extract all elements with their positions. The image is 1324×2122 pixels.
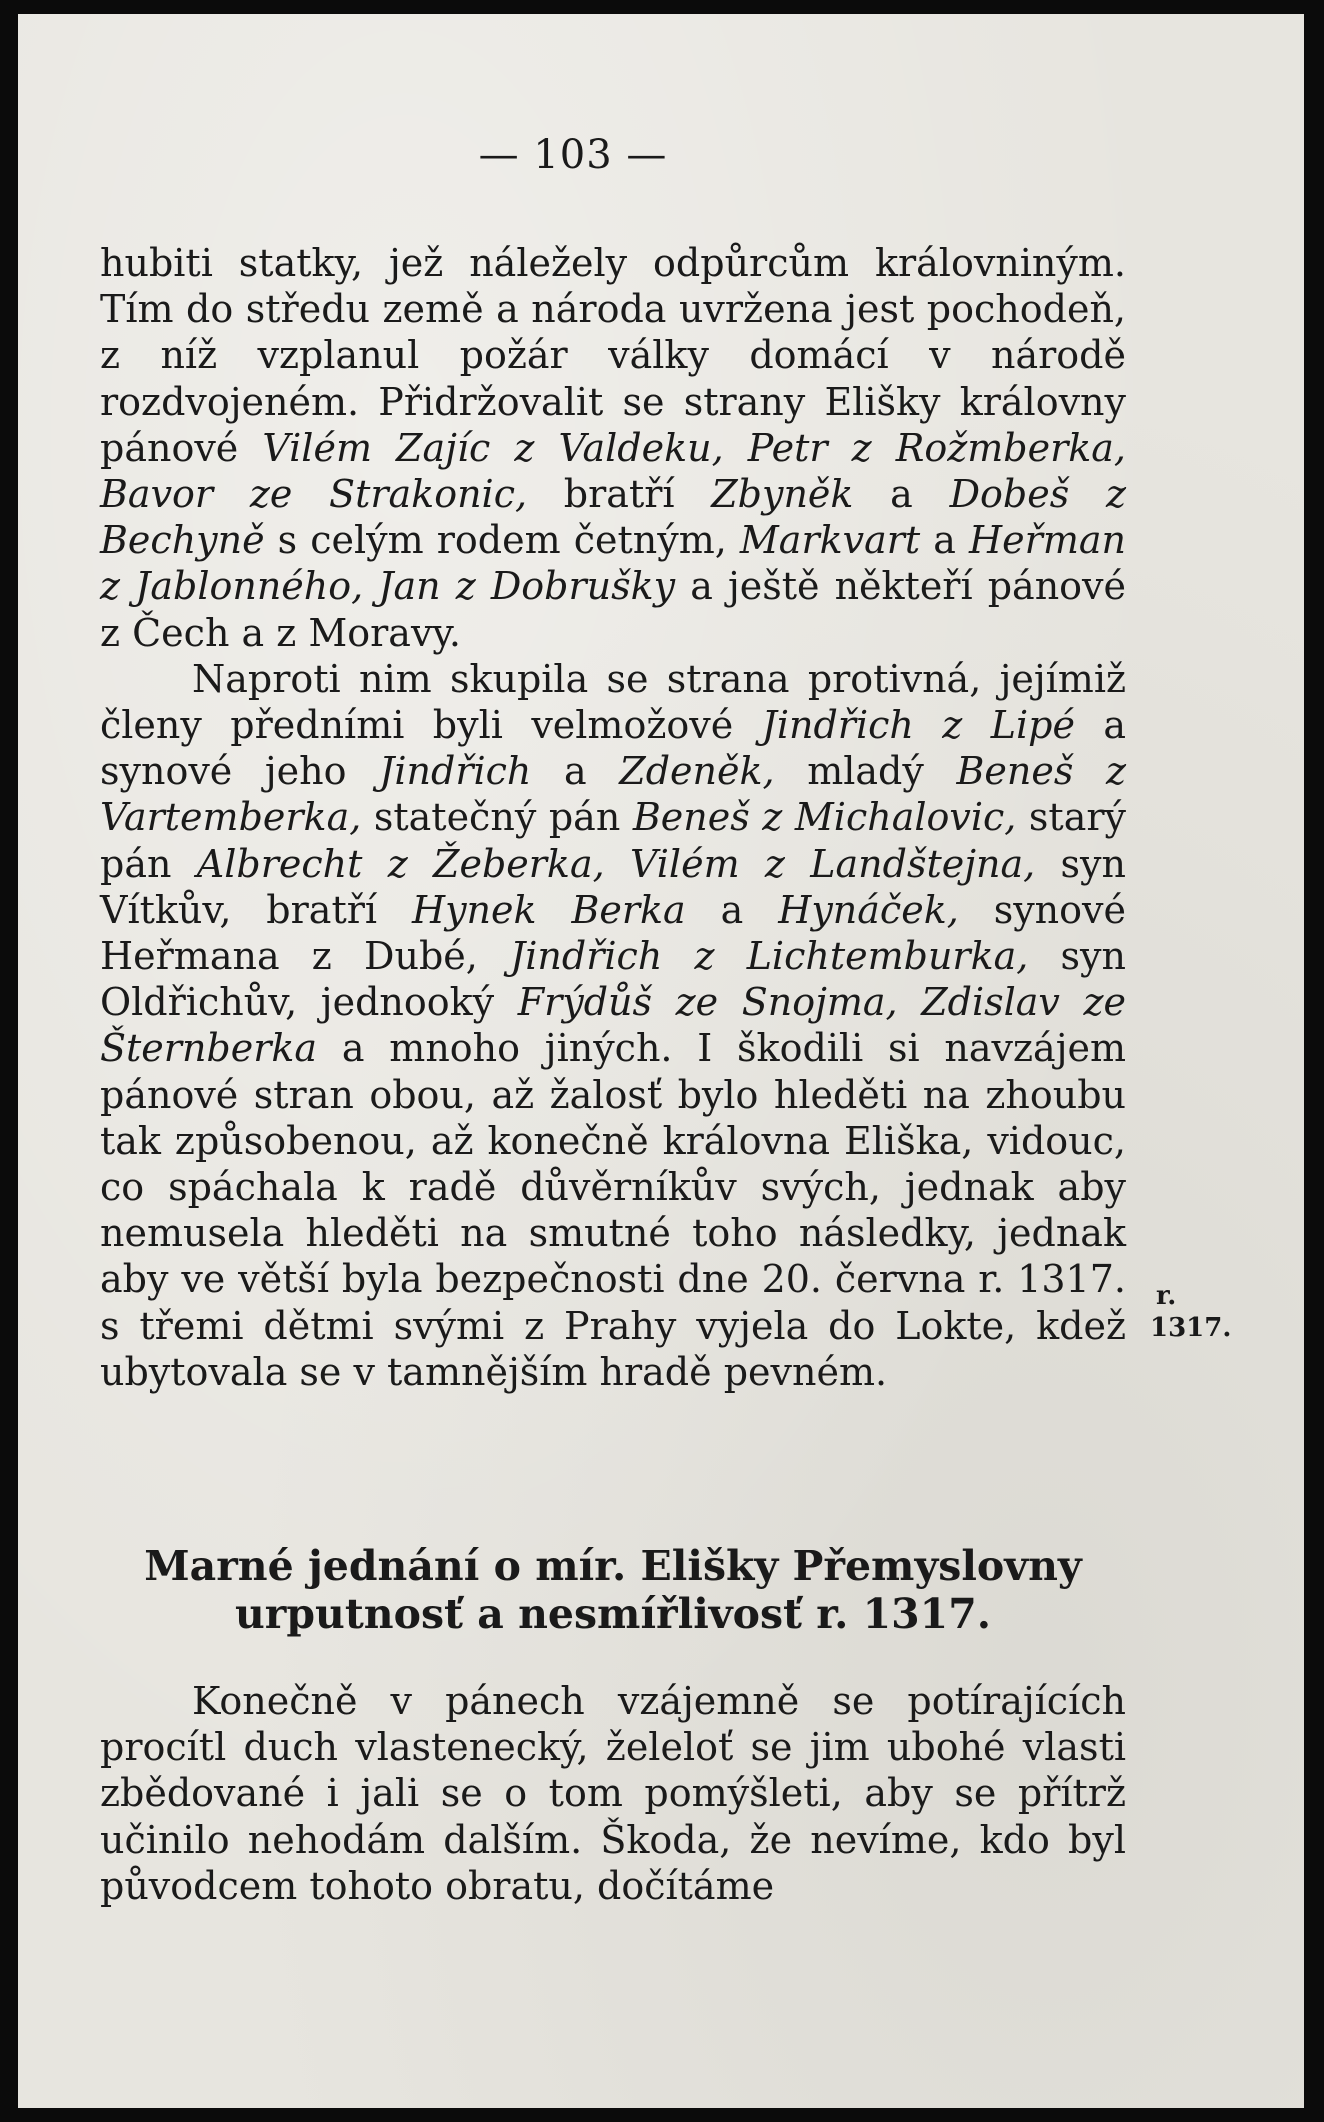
text-run: statečný pán	[361, 795, 633, 840]
person-name-italic: Zdeněk,	[619, 749, 775, 794]
body-text-section-2	[100, 1678, 1126, 1909]
text-run: Konečně v pánech vzájemně se potírajících procítl duch vlastenecký, želeloť se jim ubohé vlasti zbědované i jali se o tom pomýšleti, aby se přítrž učinilo nehodám dalším. Škoda, že nevíme, kdo byl původcem tohoto obratu, dočítáme	[100, 1679, 1126, 1908]
text-run: Naproti nim skupila se strana protivná, jejímiž členy předními byli velmožové	[100, 656, 1126, 748]
text-run: a mnoho jiných. I škodili si navzájem pánové stran obou, až žalosť bylo hleděti na zhoubu tak způsobenou, až konečně královna Eliška, vidouc, co spáchala k radě důvěrníkův svých, jednak aby nemusela hleděti na smutné toho následky, jednak aby ve větší byla bezpečnosti dne 20. června r. 1317. s třemi dětmi svými z Prahy vyjela do Lokte, kdež ubytovala se v tamnějším hradě pevném.	[100, 1026, 1126, 1394]
chapter-heading-line-1: Marné jednání o mír. Elišky Přemyslovny	[144, 1542, 1082, 1590]
text-run: syn Oldřichův, jednooký	[100, 934, 1126, 1025]
paragraph	[100, 1678, 1126, 1909]
person-name-italic: Dobeš z Bechyně	[100, 472, 1126, 563]
person-name-italic: Frýdůš ze Snojma, Zdislav ze Šternberka	[100, 980, 1126, 1071]
margin-note-line-2: 1317.	[1150, 1313, 1232, 1343]
text-run: a ještě někteří pánové z Čech a z Moravy.	[100, 564, 1126, 655]
person-name-italic: Hynáček,	[778, 887, 959, 932]
body-text-section-1	[100, 240, 1126, 1395]
text-run: a	[920, 518, 970, 563]
text-run: s celým rodem četným,	[264, 518, 740, 563]
person-name-italic: Beneš z Vartemberka,	[100, 749, 1126, 840]
text-run: starý pán	[100, 795, 1126, 886]
person-name-italic: Vilém Zajíc z Valdeku, Petr z Rožmberka, Bavor ze Strakonic,	[100, 425, 1126, 517]
text-run: a	[853, 472, 950, 517]
person-name-italic: Markvart	[739, 518, 921, 563]
person-name-italic: Heřman z Jablonného, Jan z Dobrušky	[100, 518, 1126, 609]
text-run: synové Heřmana z Dubé,	[100, 887, 1126, 979]
text-run: a	[685, 887, 779, 932]
text-run: syn Vítkův, bratří	[100, 841, 1126, 932]
paragraph	[100, 656, 1126, 1395]
margin-note-year	[1150, 1280, 1231, 1344]
page-number: — 103 —	[478, 132, 668, 178]
person-name-italic: Beneš z Michalovic,	[632, 795, 1017, 840]
margin-note-line-1: r.	[1156, 1281, 1177, 1311]
person-name-italic: Zbyněk	[711, 472, 854, 517]
person-name-italic: Hynek Berka	[411, 887, 686, 932]
text-run: mladý	[774, 749, 957, 794]
person-name-italic: Jindřich z Lichtemburka,	[510, 934, 1029, 979]
person-name-italic: Jindřich z Lipé	[761, 703, 1075, 748]
person-name-italic: Jindřich	[379, 749, 532, 794]
chapter-heading	[100, 1542, 1126, 1638]
text-run: a synové jeho	[100, 703, 1127, 794]
text-run: bratří	[527, 472, 712, 517]
text-run: a	[531, 749, 620, 794]
book-page	[18, 14, 1304, 2108]
chapter-heading-line-2: urputnosť a nesmířlivosť r. 1317.	[234, 1590, 992, 1638]
person-name-italic: Albrecht z Žeberka, Vilém z Landštejna,	[196, 841, 1036, 886]
text-run: hubiti statky, jež náležely odpůrcům královniným. Tím do středu země a národa uvržena jest pochodeň, z níž vzplanul požár války domácí v národě rozdvojeném. Přidržovalit se strany Elišky královny pánové	[100, 241, 1126, 470]
paragraph	[100, 240, 1126, 656]
